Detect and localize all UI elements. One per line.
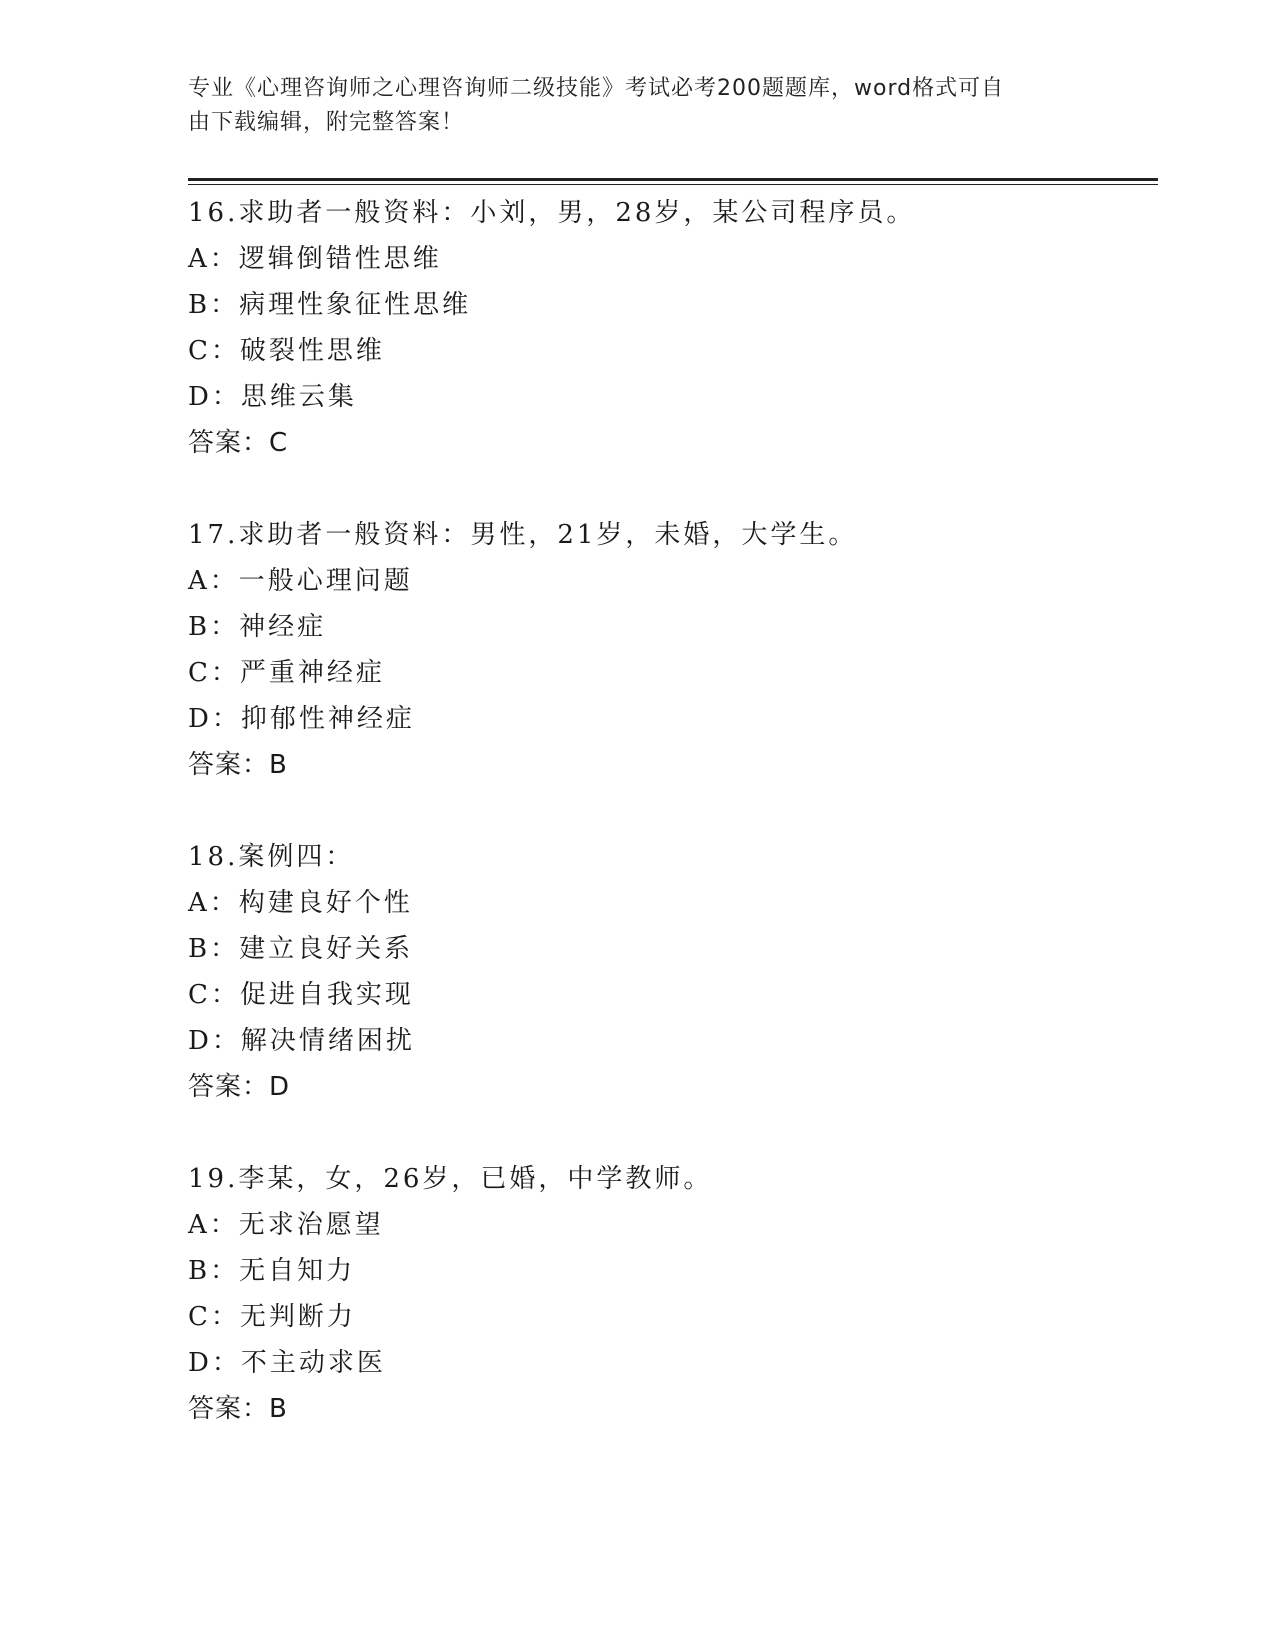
option-c: C：破裂性思维 — [188, 336, 385, 366]
answer-line: 答案：B — [188, 750, 288, 780]
option-a: A：构建良好个性 — [188, 888, 413, 918]
option-d: D：不主动求医 — [188, 1348, 386, 1378]
option-c: C：促进自我实现 — [188, 980, 414, 1010]
option-a: A：无求治愿望 — [188, 1210, 384, 1240]
header-line-1: 专业《心理咨询师之心理咨询师二级技能》考试必考200题题库，word格式可自 — [188, 76, 1005, 101]
question-16 — [188, 190, 1158, 466]
option-a: A：一般心理问题 — [188, 566, 413, 596]
question-19 — [188, 1156, 1158, 1432]
question-stem: 16.求助者一般资料：小刘，男，28岁，某公司程序员。 — [188, 198, 916, 228]
question-stem: 17.求助者一般资料：男性，21岁，未婚，大学生。 — [188, 520, 858, 550]
header-divider-thick — [188, 178, 1158, 181]
option-b: B：神经症 — [188, 612, 327, 642]
option-b: B：病理性象征性思维 — [188, 290, 472, 320]
question-stem: 18.案例四： — [188, 842, 355, 872]
question-18 — [188, 834, 1158, 1110]
question-list — [188, 190, 1158, 1478]
option-b: B：建立良好关系 — [188, 934, 414, 964]
answer-line: 答案：D — [188, 1072, 291, 1102]
option-d: D：思维云集 — [188, 382, 357, 412]
header-line-2: 由下载编辑，附完整答案！ — [188, 110, 465, 135]
option-b: B：无自知力 — [188, 1256, 356, 1286]
answer-line: 答案：B — [188, 1394, 288, 1424]
answer-line: 答案：C — [188, 428, 289, 458]
option-a: A：逻辑倒错性思维 — [188, 244, 442, 274]
option-d: D：抑郁性神经症 — [188, 704, 415, 734]
option-c: C：无判断力 — [188, 1302, 356, 1332]
option-c: C：严重神经症 — [188, 658, 385, 688]
document-header — [188, 72, 1068, 140]
question-stem: 19.李某，女，26岁，已婚，中学教师。 — [188, 1164, 713, 1194]
option-d: D：解决情绪困扰 — [188, 1026, 415, 1056]
header-divider-thin — [188, 184, 1158, 185]
question-17 — [188, 512, 1158, 788]
